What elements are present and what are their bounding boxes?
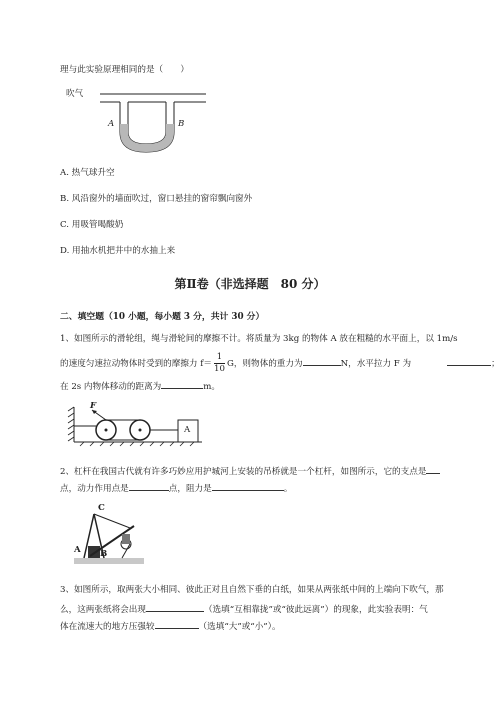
q2-text-a: 2、杠杆在我国古代就有许多巧妙应用护城河上安装的吊桥就是一个杠杆，如图所示，它的支点是: [60, 467, 427, 477]
choice-a: A. 热气球升空: [60, 168, 115, 178]
choice-b: B. 风沿窗外的墙面吹过，窗口悬挂的窗帘飘向窗外: [60, 194, 253, 204]
q2-text-d: 。: [283, 484, 293, 494]
q3-blank-phenomenon[interactable]: [146, 601, 204, 612]
q2-blank-load[interactable]: [212, 480, 284, 491]
q1-text-e: 在 2s 内物体移动的距离为: [60, 382, 162, 392]
choice-c: C. 用吸管喝酸奶: [60, 220, 124, 230]
q1-line1: 1、如图所示的滑轮组，绳与滑轮间的摩擦不计。将质量为 3kg 的物体 A 放在粗糙的水平面上，以 1m/s: [60, 334, 458, 344]
fraction: [214, 352, 225, 375]
question-tail: 理与此实验原理相同的是（ ）: [60, 65, 189, 75]
q1-blank-force[interactable]: [447, 355, 491, 366]
section-title: 二、填空题（10 小题，每小题 3 分，共计 30 分）: [60, 312, 265, 322]
q3-blank-pressure[interactable]: [155, 618, 199, 629]
q2-line2: [60, 480, 292, 495]
choice-d: D. 用抽水机把井中的水抽上来: [60, 246, 176, 256]
q1-line2: [60, 351, 500, 377]
q1-text-f: m。: [203, 382, 221, 392]
part-title: 第Ⅱ卷（非选择题 80 分）: [174, 277, 326, 291]
q1-text-a: 的速度匀速拉动物体时受到的摩擦力 f＝: [60, 359, 213, 369]
q3-text-a: 么，这两张纸将会出现: [60, 605, 146, 615]
q1-text-c: N，水平拉力 F 为: [340, 359, 412, 369]
blow-label: 吹气: [66, 89, 84, 99]
fraction-denominator: 10: [214, 364, 225, 374]
q3-line2: [60, 601, 428, 616]
q3-line1: 3、如图所示，取两张大小相同、彼此正对且自然下垂的白纸，如果从两张纸中间的上端向下吹气，那: [60, 585, 444, 595]
block-a-label: A: [184, 425, 191, 435]
label-c: C: [98, 503, 105, 513]
label-b: B: [178, 119, 185, 129]
q1-text-b: G，则物体的重力为: [226, 359, 303, 369]
q3-text-b: （选填“互相靠拢”或“彼此远离”）的现象，此实验表明：气: [203, 605, 428, 615]
q1-text-d: ；: [491, 359, 500, 369]
q1-line3: [60, 378, 220, 393]
q3-text-c: 体在流速大的地方压强较: [60, 622, 155, 632]
label-b-bridge: B: [100, 549, 108, 559]
q2-line1: [60, 463, 440, 478]
u-tube-figure: [66, 86, 216, 161]
q2-blank-fulcrum[interactable]: [426, 463, 440, 474]
q2-blank-effort-point[interactable]: [129, 480, 169, 491]
label-a-bridge: A: [74, 545, 81, 555]
force-label: F: [90, 401, 97, 411]
fraction-numerator: 1: [214, 352, 225, 364]
label-a: A: [108, 119, 115, 129]
q3-line3: [60, 618, 281, 633]
q2-text-b: 点，动力作用点是: [60, 484, 129, 494]
drawbridge-figure: [74, 503, 144, 564]
pulley-figure: [66, 402, 206, 447]
q1-blank-distance[interactable]: [161, 378, 203, 389]
q1-blank-weight[interactable]: [303, 355, 341, 366]
q3-text-d: （选填“大”或“小”）。: [198, 622, 281, 632]
q2-text-c: 点，阻力是: [168, 484, 212, 494]
